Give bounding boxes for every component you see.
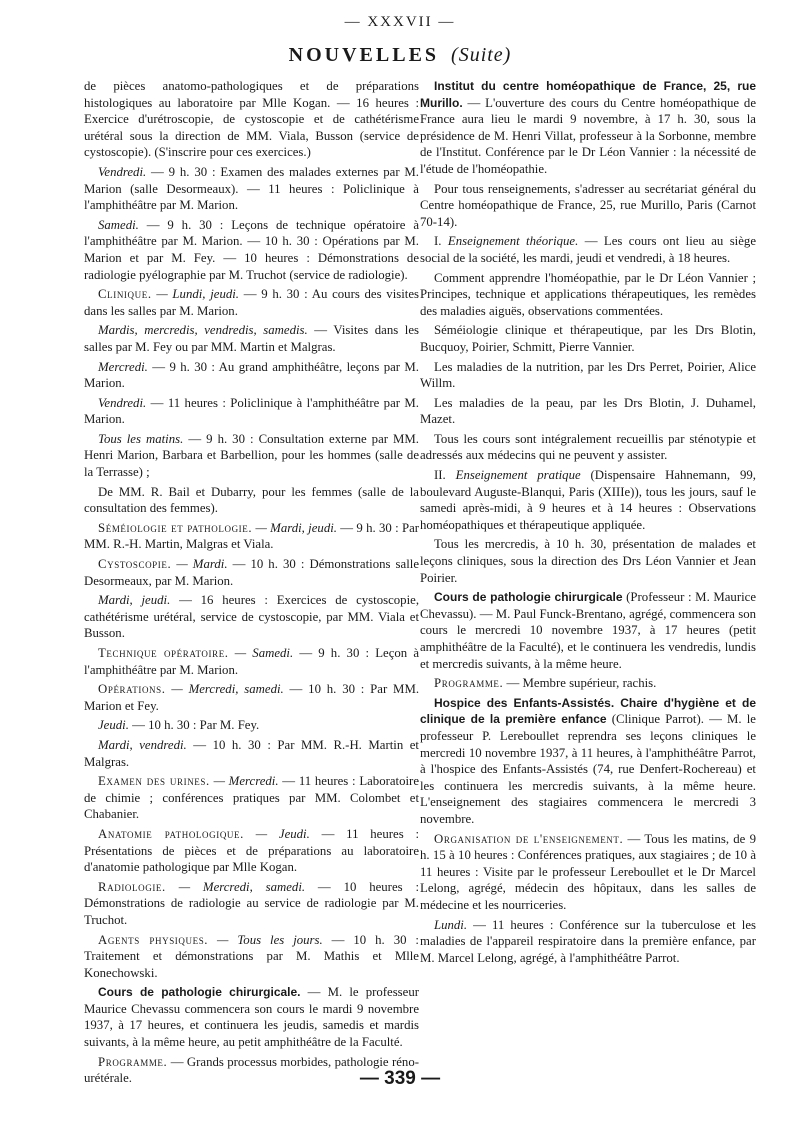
paragraph-text: — Grands processus morbides, pathologie réno-urétérale. <box>84 1054 419 1086</box>
paragraph-text: (Dispensaire Hahnemann, 99, boulevard Auguste-Blanqui, Paris (XIIIe)), tous les jours, sauf le samedi après-midi, à 9 heures et à 14 heures : Observations homéopathiques et thérapeutique appliquée. <box>420 468 756 532</box>
section-heading: Cours de pathologie chirurgicale <box>434 590 623 605</box>
schedule-days: — Jeudi. <box>255 826 310 841</box>
roman-folio: — XXXVII — <box>344 14 456 30</box>
paragraph-text: — Membre supérieur, rachis. <box>506 676 657 691</box>
schedule-days: — Mardi, jeudi. <box>255 520 337 535</box>
schedule-days: — Lundi, jeudi. <box>156 287 240 302</box>
rubric-label: Cystoscopie. <box>98 557 172 572</box>
paragraph <box>420 467 756 533</box>
paragraph <box>84 217 419 283</box>
paragraph <box>84 984 419 1050</box>
paragraph <box>84 717 419 734</box>
paragraph-text: de pièces anatomo-pathologiques et de préparations histologiques au laboratoire par Mlle Kogan. — 16 heures : Exercice d'urétroscopie, de cystoscopie et de cathétérisme urétéral sous la direction de MM. Viala, Busson (service de cystoscopie). (S'inscrire pour ces exercices.) <box>84 79 419 160</box>
paragraph-text: Séméiologie clinique et thérapeutique, par les Drs Blotin, Bucquoy, Poirier, Schmitt, Pierre Vannier. <box>420 323 756 354</box>
paragraph <box>84 826 419 876</box>
schedule-days: — Mardi. <box>176 557 228 572</box>
paragraph <box>84 681 419 714</box>
rubric-label: Clinique. <box>98 287 152 302</box>
paragraph-text: — 11 heures : Conférence sur la tuberculose et les maladies de l'appareil respiratoire dans la première enfance, par M. Marcel Lelong, agrégé, à l'amphithéâtre Parrot. <box>420 917 756 965</box>
paragraph <box>84 879 419 929</box>
title-main: NOUVELLES <box>288 44 440 66</box>
section-heading: Hospice des Enfants-Assistés. Chaire d'hygiène et de clinique de la première enfance <box>420 695 756 727</box>
paragraph-text: — 9 h. 30 : Leçons de technique opératoire à l'amphithéâtre par M. Marion. — 10 h. 30 : Opérations par M. Marion et par M. Fey. — 10 heures : Démonstrations de radiologie pyélographie par M. Truchot (service de radiologie). <box>84 217 419 282</box>
schedule-days: Mardi, vendredi. <box>98 737 187 752</box>
rubric-label: Technique opératoire. <box>98 646 229 660</box>
paragraph-text: — 9 h. 30 : Consultation externe par MM. Henri Marion, Barbara et Barbellion, pour les hommes (salle de la Terrasse) ; <box>84 431 419 480</box>
paragraph-text: — 11 heures : Laboratoire de chimie ; conférences pratiques par MM. Colombet et Chabanier. <box>84 774 420 822</box>
paragraph-text: — L'ouverture des cours du Centre homéopathique de France aura lieu le mardi 9 novembre, à 17 h. 30, sous la présidence de M. Henri Villat, professeur à la Sorbonne, membre de l'Institut. Conférence par le Dr Léon Vannier : la nécessité de l'étude de l'homéopathie. <box>420 95 756 176</box>
paragraph <box>84 395 419 428</box>
paragraph-number: II. <box>434 468 446 483</box>
paragraph-text: (Clinique Parrot). — M. le professeur P. Lereboullet reprendra ses leçons cliniques le mercredi 10 novembre 1937, à 11 heures, à l'amphithéâtre Parrot, à l'hospice des Enfants-Assistés (74, rue Denfert-Rochereau) et les continuera les mercredis suivants, à la même heure. L'enseignement des stagiaires commencera le mercredi 3 novembre. <box>420 712 756 826</box>
paragraph-text: De MM. R. Bail et Dubarry, pour les femmes (salle de la consultation des femmes). <box>84 484 419 516</box>
paragraph <box>420 233 756 266</box>
paragraph <box>420 675 756 692</box>
rubric-label: Examen des urines. <box>98 774 210 789</box>
paragraph-text: — 9 h. 30 : Au cours des visites dans les salles par M. Marion. <box>84 287 419 318</box>
schedule-days: Vendredi. <box>98 395 147 410</box>
paragraph <box>420 359 756 392</box>
right-column <box>420 78 756 969</box>
paragraph-text: — Tous les matins, de 9 h. 15 à 10 heures : Conférences pratiques, aux stagiaires ; de 10 à 11 heures : Visite par le professeur Lereboullet et le Dr Marcel Lelong, agrégé, médecin des hôpitaux, dans les salles de médecine et les nourriceries. <box>420 831 756 912</box>
paragraph-text: — M. le professeur Maurice Chevassu commencera son cours le mardi 9 novembre 1937, à 17 heures, et continuera les jeudis, samedis et mardis suivants, à la même heure, au petit amphithéâtre de la Faculté. <box>84 985 419 1050</box>
paragraph-text: — Les cours ont lieu au siège social de la société, les mardi, jeudi et vendredi, à 18 heures. <box>420 234 756 265</box>
paragraph <box>420 78 756 178</box>
schedule-days: Enseignement pratique <box>455 468 581 483</box>
paragraph <box>420 536 756 586</box>
paragraph-text: Pour tous renseignements, s'adresser au secrétariat général du Centre homéopathique de France, 25, rue Murillo, Paris (Carnot 70-14). <box>420 181 756 229</box>
title-suite: (Suite) <box>451 44 512 66</box>
schedule-days: Enseignement théorique. <box>447 234 579 249</box>
rubric-label: Programme. <box>434 676 504 691</box>
rubric-label: Organisation de l'enseignement. <box>434 831 624 846</box>
left-column <box>84 78 419 1090</box>
paragraph <box>84 737 419 770</box>
schedule-days: Tous les matins. <box>98 431 184 446</box>
paragraph <box>420 270 756 320</box>
page-title <box>0 44 800 67</box>
paragraph <box>420 181 756 231</box>
schedule-days: — Mercredi. <box>213 774 279 789</box>
paragraph <box>84 359 419 392</box>
paragraph <box>84 78 419 161</box>
section-heading: Institut du centre homéopathique de France, 25, rue Murillo. <box>420 79 756 110</box>
paragraph <box>420 589 756 672</box>
paragraph <box>420 431 756 464</box>
paragraph-text: — 16 heures : Exercices de cystoscopie, cathétérisme urétéral, service de cystoscopie, par MM. Viala et Busson. <box>84 593 420 641</box>
paragraph-text: — 9 h. 30 : Au grand amphithéâtre, leçons par M. Marion. <box>84 359 419 391</box>
paragraph-number: I. <box>434 234 442 249</box>
rubric-label: Programme. <box>98 1054 168 1069</box>
schedule-days: — Tous les jours. <box>217 932 323 947</box>
schedule-days: Samedi. <box>98 217 139 232</box>
paragraph-text: — 9 h. 30 : Examen des malades externes par M. Marion (salle Desormeaux). — 11 heures : Policlinique à l'amphithéâtre par M. Marion. <box>84 164 419 213</box>
paragraph <box>84 773 419 823</box>
paragraph-text: — Visites dans les salles par M. Fey ou par MM. Martin et Malgras. <box>84 323 419 354</box>
paragraph <box>420 695 756 828</box>
schedule-days: Mardi, jeudi. <box>98 593 171 608</box>
schedule-days: Mardis, mercredis, vendredis, samedis. <box>98 323 308 338</box>
paragraph-text: — 11 heures : Présentations de pièces et de préparations au laboratoire d'anatomie pathologique par Mlle Kogan. <box>84 826 420 875</box>
schedule-days: Mercredi. <box>98 359 148 374</box>
paragraph-text: — 9 h. 30 : Par MM. R.-H. Martin, Malgras et Viala. <box>84 520 420 552</box>
rubric-label: Anatomie pathologique. <box>98 826 244 841</box>
paragraph <box>420 917 756 967</box>
paragraph-text: Les maladies de la peau, par les Drs Blotin, J. Duhamel, Mazet. <box>420 395 756 427</box>
schedule-days: — Samedi. <box>234 646 294 660</box>
paragraph <box>420 322 756 355</box>
paragraph <box>84 431 419 481</box>
paragraph-text: — 10 h. 30 : Démonstrations salle Desormeaux, par M. Marion. <box>84 557 419 588</box>
schedule-days: — Mercredi, samedi. <box>171 682 284 697</box>
paragraph-text: — 11 heures : Policlinique à l'amphithéâtre par M. Marion. <box>84 395 419 427</box>
schedule-days: Vendredi. <box>98 164 147 179</box>
paragraph <box>84 322 419 355</box>
paragraph <box>84 520 419 553</box>
paragraph-text: (Professeur : M. Maurice Chevassu). — M. Paul Funck-Brentano, agrégé, commencera son cours le mercredi 10 novembre 1937, à 17 heures (petit amphithéâtre de la Faculté), et le continuera les vendredis, lundis et mercredis suivants, à la même heure. <box>420 590 756 671</box>
rubric-label: Agents physiques. <box>98 932 209 947</box>
paragraph <box>84 484 419 517</box>
paragraph <box>84 645 419 678</box>
paragraph-text: — 10 h. 30 : Traitement et démonstrations par M. Mathis et Mlle Konechowski. <box>84 932 419 980</box>
paragraph-text: — 10 heures : Démonstrations de radiologie au service de radiologie par M. Truchot. <box>84 879 420 927</box>
schedule-days: Lundi. <box>434 917 468 932</box>
paragraph <box>84 286 419 319</box>
paragraph-text: — 9 h. 30 : Leçon à l'amphithéâtre par M. Marion. <box>84 646 420 677</box>
paragraph <box>84 164 419 214</box>
paragraph <box>84 556 419 589</box>
paragraph <box>84 932 419 982</box>
paragraph <box>420 831 756 914</box>
paragraph <box>420 395 756 428</box>
paragraph-text: — 10 h. 30 : Par MM. R.-H. Martin et Malgras. <box>84 737 419 769</box>
rubric-label: Radiologie. <box>98 879 166 894</box>
paragraph-text: Tous les cours sont intégralement recueillis par sténotypie et adressés aux médecins qui ne peuvent y assister. <box>420 431 756 463</box>
schedule-days: Jeudi. <box>98 718 129 733</box>
page-number: — 339 — <box>359 1068 441 1089</box>
paragraph-text: — 10 h. 30 : Par M. Fey. <box>128 718 260 733</box>
rubric-label: Opérations. <box>98 682 166 697</box>
section-heading: Cours de pathologie chirurgicale. <box>98 985 301 1000</box>
paragraph <box>84 592 419 642</box>
schedule-days: — Mercredi, samedi. <box>178 879 306 894</box>
rubric-label: Séméiologie et pathologie. <box>98 520 253 535</box>
paragraph-text: — 10 h. 30 : Par MM. Marion et Fey. <box>84 682 420 713</box>
paragraph-text: Tous les mercredis, à 10 h. 30, présentation de malades et leçons cliniques, sous la direction des Drs Léon Vannier et Jean Poirier. <box>420 537 756 585</box>
paragraph-text: Les maladies de la nutrition, par les Drs Perret, Poirier, Alice Willm. <box>420 359 756 391</box>
paragraph-text: Comment apprendre l'homéopathie, par le Dr Léon Vannier ; Principes, technique et applications thérapeutiques, les remèdes des maladies aiguës, observations commentées. <box>420 270 756 318</box>
